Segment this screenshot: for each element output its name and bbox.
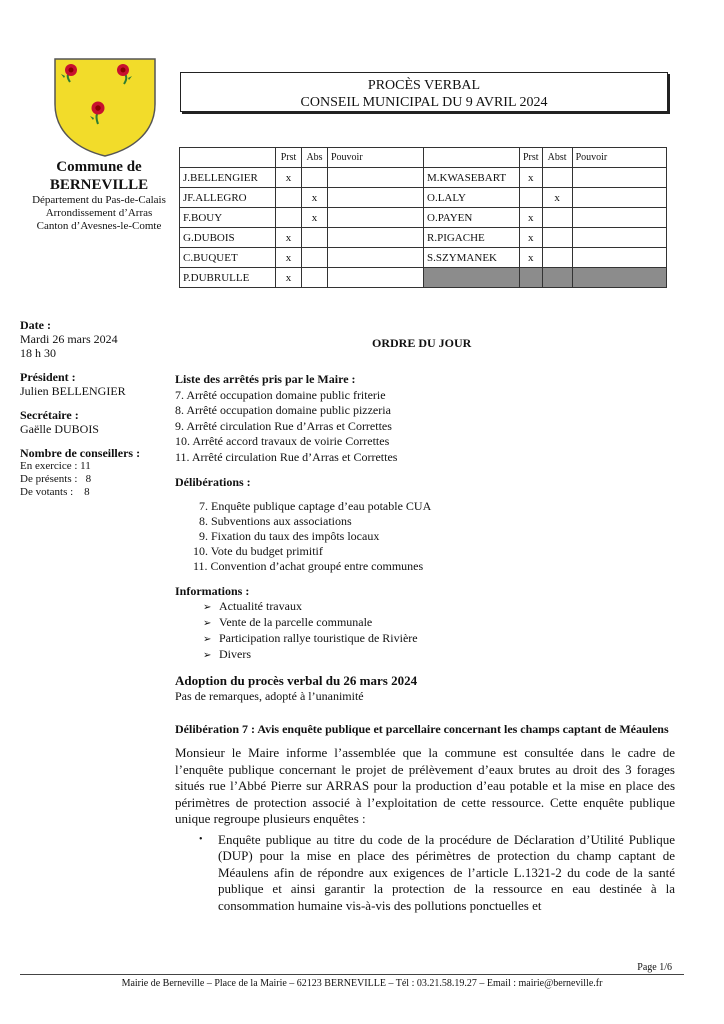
empty-cell xyxy=(542,268,572,288)
list-item: 8. Arrêté occupation domaine public pizzeria xyxy=(175,403,391,417)
present-cell: x xyxy=(276,168,302,188)
deliberations-list xyxy=(175,499,675,574)
absent-cell xyxy=(542,208,572,228)
absent-cell xyxy=(302,228,328,248)
councillor-name: J.BELLENGIER xyxy=(180,168,276,188)
councillor-name: S.SZYMANEK xyxy=(424,248,520,268)
councillor-name: G.DUBOIS xyxy=(180,228,276,248)
councillor-name: F.BOUY xyxy=(180,208,276,228)
councillor-name: O.PAYEN xyxy=(424,208,520,228)
department: Département du Pas-de-Calais xyxy=(32,194,166,206)
column-header: Abst xyxy=(542,148,572,168)
list-item: ➢ Divers xyxy=(203,647,251,661)
proxy-cell xyxy=(328,208,424,228)
commune-block xyxy=(20,158,178,233)
column-header: Pouvoir xyxy=(328,148,424,168)
column-header: Abs xyxy=(302,148,328,168)
secretary-label: Secrétaire : xyxy=(20,408,79,422)
present-cell: x xyxy=(520,168,543,188)
absent-cell xyxy=(542,248,572,268)
meeting-info xyxy=(20,318,170,499)
table-row xyxy=(180,248,667,268)
list-item: 8. Subventions aux associations xyxy=(199,513,352,528)
commune-crest xyxy=(52,56,158,158)
list-item: ➢ Actualité travaux xyxy=(203,599,302,613)
present-cell: x xyxy=(520,228,543,248)
absent-cell xyxy=(302,248,328,268)
arrow-bullet-icon: ➢ xyxy=(203,618,212,629)
arretes-heading: Liste des arrêtés pris par le Maire : xyxy=(175,372,356,386)
empty-cell xyxy=(520,268,543,288)
proxy-cell xyxy=(572,228,666,248)
proxy-cell xyxy=(572,168,666,188)
list-item: 10. Arrêté accord travaux de voirie Correttes xyxy=(175,434,390,448)
table-row xyxy=(180,188,667,208)
commune-name-line1: Commune de xyxy=(56,159,142,175)
president-value: Julien BELLENGIER xyxy=(20,384,126,398)
councillor-name: M.KWASEBART xyxy=(424,168,520,188)
present-cell xyxy=(276,208,302,228)
time-value: 18 h 30 xyxy=(20,346,56,360)
table-row xyxy=(180,268,667,288)
proxy-cell xyxy=(328,268,424,288)
column-header: Prst xyxy=(520,148,543,168)
empty-cell xyxy=(572,268,666,288)
absent-cell xyxy=(302,268,328,288)
councillors-label: Nombre de conseillers : xyxy=(20,446,141,460)
proxy-cell xyxy=(328,228,424,248)
proxy-cell xyxy=(572,248,666,268)
table-row xyxy=(180,208,667,228)
commune-name-line2: BERNEVILLE xyxy=(49,177,149,193)
secretary-value: Gaëlle DUBOIS xyxy=(20,422,99,436)
column-header: Prst xyxy=(276,148,302,168)
list-item: 9. Arrêté circulation Rue d’Arras et Correttes xyxy=(175,418,392,433)
present-cell: x xyxy=(276,248,302,268)
proxy-cell xyxy=(328,248,424,268)
agenda-heading: ORDRE DU JOUR xyxy=(372,336,472,350)
footer-address: Mairie de Berneville – Place de la Mairie – 62123 BERNEVILLE – Tél : 03.21.58.19.27 – Email : mairie@berneville.fr xyxy=(121,978,603,989)
table-row xyxy=(180,228,667,248)
list-item xyxy=(175,832,675,915)
arrow-bullet-icon: ➢ xyxy=(203,634,212,645)
absent-cell: x xyxy=(302,188,328,208)
councillor-name: P.DUBRULLE xyxy=(180,268,276,288)
proxy-cell xyxy=(328,188,424,208)
present-cell xyxy=(520,188,543,208)
attendance-table xyxy=(179,147,667,288)
footer-divider xyxy=(20,974,684,975)
absent-cell xyxy=(302,168,328,188)
present-cell: x xyxy=(520,248,543,268)
absent-cell xyxy=(542,168,572,188)
bullet-icon: • xyxy=(199,833,203,845)
list-item: ➢ Vente de la parcelle communale xyxy=(203,615,373,629)
present-cell: x xyxy=(520,208,543,228)
proxy-cell xyxy=(572,208,666,228)
document-title-box xyxy=(180,72,668,112)
list-item: 7. Enquête publique captage d’eau potable CUA xyxy=(199,498,432,513)
adoption-text: Pas de remarques, adopté à l’unanimité xyxy=(175,688,364,703)
list-item: ➢ Participation rallye touristique de Rivière xyxy=(203,631,418,645)
present-cell xyxy=(276,188,302,208)
councillor-name: C.BUQUET xyxy=(180,248,276,268)
document-title: PROCÈS VERBAL xyxy=(367,78,481,93)
present-cell: x xyxy=(276,268,302,288)
absent-cell: x xyxy=(302,208,328,228)
main-content xyxy=(175,372,675,914)
list-item: 11. Arrêté circulation Rue d’Arras et Correttes xyxy=(175,449,398,464)
present-cell: x xyxy=(276,228,302,248)
list-item: 10. Vote du budget primitif xyxy=(193,543,323,558)
page-number: Page 1/6 xyxy=(637,962,672,973)
absent-cell xyxy=(542,228,572,248)
informations-heading: Informations : xyxy=(175,583,250,598)
document-subtitle: CONSEIL MUNICIPAL DU 9 AVRIL 2024 xyxy=(300,95,548,110)
column-header: Pouvoir xyxy=(572,148,666,168)
councillor-name: R.PIGACHE xyxy=(424,228,520,248)
informations-list xyxy=(175,599,675,663)
empty-cell xyxy=(424,268,520,288)
table-header-row xyxy=(180,148,667,168)
proxy-cell xyxy=(572,188,666,208)
crest-image xyxy=(52,56,158,158)
date-label: Date : xyxy=(20,318,51,332)
councillor-name: JF.ALLEGRO xyxy=(180,188,276,208)
adoption-title: Adoption du procès verbal du 26 mars 2024 xyxy=(175,673,418,688)
arrow-bullet-icon: ➢ xyxy=(203,650,212,661)
voters-count: De votants : 8 xyxy=(20,486,90,498)
deliberation-7-title: Délibération 7 : Avis enquête publique et parcellaire concernant les champs captant de Méaulens xyxy=(175,722,669,736)
list-item: 7. Arrêté occupation domaine public friterie xyxy=(175,387,386,402)
deliberation-7-body: Monsieur le Maire informe l’assemblée que la commune est consultée dans le cadre de l’enquête publique concernant le projet de prélèvement d’eaux brutes au droit des 3 forages situés rue l’Abbé Pierre sur ARRAS pour la production d’eau potable et la mise en place des périmètres de protection associé à l’exploitation de cette ressource. Cette enquête publique unique regroupe plusieurs enquêtes : xyxy=(175,745,675,826)
canton: Canton d’Avesnes-le-Comte xyxy=(36,220,162,232)
table-row xyxy=(180,168,667,188)
in-office-count: En exercice : 11 xyxy=(20,460,91,472)
president-label: Président : xyxy=(20,370,76,384)
proxy-cell xyxy=(328,168,424,188)
councillor-name: O.LALY xyxy=(424,188,520,208)
absent-cell: x xyxy=(542,188,572,208)
list-item: 9. Fixation du taux des impôts locaux xyxy=(199,528,380,543)
arrow-bullet-icon: ➢ xyxy=(203,602,212,613)
present-count: De présents : 8 xyxy=(20,473,92,485)
arrondissement: Arrondissement d’Arras xyxy=(45,207,153,219)
deliberation-7-bullet: Enquête publique au titre du code de la procédure de Déclaration d’Utilité Publique (DUP) pour la mise en place des périmètres de protection du champ captant de Méaulens afin de répondre aux exigences de l’article L.1321-2 du code de la santé publique et ainsi garantir la protection de la ressource en eau destinée à la consommation humaine vis-à-vis des pollutions ponctuelles et xyxy=(218,831,675,913)
deliberations-heading: Délibérations : xyxy=(175,475,251,489)
date-value: Mardi 26 mars 2024 xyxy=(20,332,118,346)
list-item: 11. Convention d’achat groupé entre communes xyxy=(193,558,424,573)
